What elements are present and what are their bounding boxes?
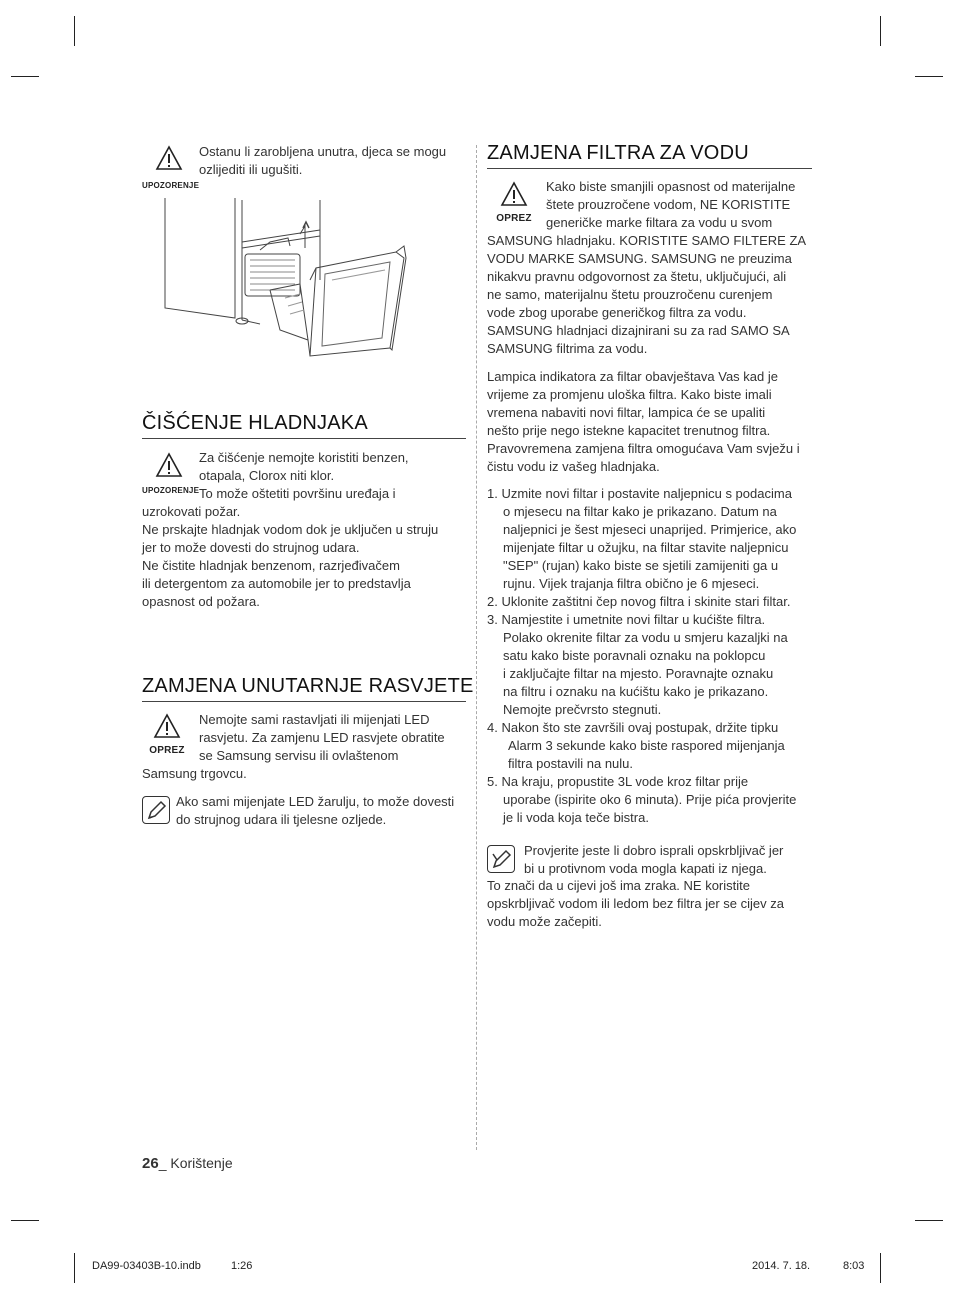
- text-line: nikakvu pravnu odgovornost za štetu, uključujući, ali: [487, 269, 787, 284]
- text-line: rujnu. Vijek trajanja filtra obično je 6 mjeseci.: [503, 576, 760, 591]
- cleaning-body: [142, 503, 466, 611]
- text-line: vremena nabaviti novi filtar, lampica će se upaliti: [487, 405, 766, 420]
- caution-label: OPREZ: [496, 213, 532, 224]
- text-line: Nemojte sami rastavljati ili mijenjati LED: [199, 712, 430, 727]
- text-line: generičke marke filtara za vodu u svom: [546, 215, 773, 230]
- text-line: Nemojte prečvrsto stegnuti.: [503, 702, 662, 717]
- text-line: Ne prskajte hladnjak vodom dok je uključen u struju: [142, 522, 439, 537]
- caution-triangle-icon: [142, 712, 192, 740]
- text-line: Pravovremena zamjena filtra omogućava Vam svježu i: [487, 441, 800, 456]
- text-line: VODU MARKE SAMSUNG. SAMSUNG ne preuzima: [487, 251, 792, 266]
- text-line: čistu vodu iz vašeg hladnjaka.: [487, 459, 660, 474]
- text-line: jer to može dovesti do strujnog udara.: [142, 540, 360, 555]
- text-line: naljepnici je šest mjeseci unaprijed. Primjerice, ako: [503, 522, 797, 537]
- caution-triangle-icon: [489, 180, 539, 208]
- caution-text-continued: [487, 232, 817, 358]
- fridge-drawer-illustration: [160, 190, 410, 360]
- text-line: To znači da u cijevi još ima zraka. NE koristite: [487, 878, 750, 893]
- note-text-continued: [487, 877, 817, 931]
- list-item: [487, 485, 817, 593]
- warning-text: [199, 143, 465, 179]
- warning-triangle-icon: [142, 144, 196, 176]
- text-line: satu kako biste poravnali oznaku na poklopcu: [503, 648, 766, 663]
- text-line: 5. Na kraju, propustite 3L vode kroz filtar prije: [487, 774, 749, 789]
- list-item: [487, 611, 817, 719]
- crop-mark: [11, 76, 39, 77]
- text-line: štete prouzročene vodom, NE KORISTITE: [546, 197, 791, 212]
- print-page-ref: 1:26: [231, 1260, 253, 1272]
- text-line: Alarm 3 sekunde kako biste raspored mijenjanja: [508, 738, 785, 753]
- caution-block: [142, 712, 192, 756]
- text-line: 4. Nakon što ste završili ovaj postupak, držite tipku: [487, 720, 779, 735]
- note-pencil-icon: [142, 796, 170, 824]
- text-line: otapala, Clorox niti klor.: [199, 468, 335, 483]
- caution-text-continued: [142, 765, 466, 783]
- text-line: o mjesecu na filtar kako je prikazano. Datum na: [503, 504, 777, 519]
- crop-mark: [880, 16, 881, 46]
- text-line: Za čišćenje nemojte koristiti benzen,: [199, 450, 409, 465]
- text-line: filtra postavili na nulu.: [508, 756, 634, 771]
- text-line: opasnost od požara.: [142, 594, 260, 609]
- page-footer: [142, 1155, 233, 1172]
- text-line: uzrokovati požar.: [142, 504, 241, 519]
- warning-block: [142, 451, 200, 495]
- text-line: se Samsung servisu ili ovlaštenom: [199, 748, 399, 763]
- note-text: [524, 842, 816, 878]
- text-line: mijenjate filtar u ožujku, na filtar stavite naljepnicu: [503, 540, 789, 555]
- print-date: 2014. 7. 18.: [752, 1260, 811, 1272]
- footer-section: _ Korištenje: [158, 1155, 233, 1171]
- crop-mark: [11, 1220, 39, 1221]
- text-line: rasvjetu. Za zamjenu LED rasvjete obratite: [199, 730, 445, 745]
- text-line: vode zbog uporabe generičkog filtra za vodu.: [487, 305, 747, 320]
- text-line: Lampica indikatora za filtar obavještava Vas kad je: [487, 369, 778, 384]
- text-line: Polako okrenite filtar za vodu u smjeru kazaljki na: [503, 630, 788, 645]
- indicator-paragraph: [487, 368, 817, 476]
- caution-label: OPREZ: [149, 745, 185, 756]
- text-line: To može oštetiti površinu uređaja i: [199, 486, 396, 501]
- section-rule: [142, 701, 466, 702]
- text-line: do strujnog udara ili tjelesne ozljede.: [176, 812, 387, 827]
- text-line: Provjerite jeste li dobro isprali opskrbljivač jer: [524, 843, 784, 858]
- text-line: SAMSUNG hladnjaci dizajnirani su za rad SAMO SA: [487, 323, 790, 338]
- text-line: vodu može začepiti.: [487, 914, 602, 929]
- text-line: ne samo, materijalnu štetu prouzročenu curenjem: [487, 287, 773, 302]
- text-line: SAMSUNG hladnjaku. KORISTITE SAMO FILTERE ZA: [487, 233, 807, 248]
- text-line: vrijeme za promjenu uloška filtra. Kako biste imali: [487, 387, 772, 402]
- text-line: ili detergentom za automobile jer to predstavlja: [142, 576, 411, 591]
- section-title-cleaning: ČIŠĆENJE HLADNJAKA: [142, 412, 368, 434]
- text-line: nešto prije nego istekne kapacitet trenutnog filtra.: [487, 423, 771, 438]
- text-line: SAMSUNG filtrima za vodu.: [487, 341, 648, 356]
- list-item: [487, 593, 817, 611]
- warning-block: [142, 144, 200, 190]
- warning-text: [199, 449, 465, 503]
- text-line: "SEP" (rujan) kako biste se sjetili zamijeniti ga u: [503, 558, 779, 573]
- crop-mark: [74, 1253, 75, 1283]
- text-line: 3. Namjestite i umetnite novi filtar u kućište filtra.: [487, 612, 766, 627]
- text-line: uporabe (ispirite oko 6 minuta). Prije pića provjerite: [503, 792, 797, 807]
- column-divider: [476, 145, 477, 1150]
- text-line: opskrbljivač vodom ili ledom bez filtra jer se cijev za: [487, 896, 784, 911]
- text-line: Ostanu li zarobljena unutra, djeca se mogu: [199, 144, 447, 159]
- warning-label: UPOZORENJE: [142, 181, 200, 190]
- text-line: Ako sami mijenjate LED žarulju, to može dovesti: [176, 794, 455, 809]
- page-number: 26: [142, 1155, 159, 1172]
- section-title-lighting: ZAMJENA UNUTARNJE RASVJETE: [142, 675, 474, 697]
- text-line: Samsung trgovcu.: [142, 766, 247, 781]
- crop-mark: [74, 16, 75, 46]
- caution-text: [546, 178, 814, 232]
- note-text: [176, 793, 468, 829]
- section-title-filter: ZAMJENA FILTRA ZA VODU: [487, 142, 749, 164]
- crop-mark: [880, 1253, 881, 1283]
- crop-mark: [915, 1220, 943, 1221]
- warning-triangle-icon: [142, 451, 196, 481]
- text-line: je li voda koja teče bistra.: [503, 810, 649, 825]
- caution-block: [489, 180, 539, 224]
- text-line: bi u protivnom voda mogla kapati iz njega.: [524, 861, 767, 876]
- list-item: [487, 719, 817, 773]
- print-time: 8:03: [843, 1260, 865, 1272]
- text-line: 1. Uzmite novi filtar i postavite naljepnicu s podacima: [487, 486, 792, 501]
- text-line: Ne čistite hladnjak benzenom, razrjeđivačem: [142, 558, 400, 573]
- note-pencil-icon: [487, 845, 515, 873]
- steps-list: [487, 485, 817, 827]
- warning-label: UPOZORENJE: [142, 486, 200, 495]
- section-rule: [487, 168, 812, 169]
- text-line: ozlijediti ili ugušiti.: [199, 162, 303, 177]
- print-file: DA99-03403B-10.indb: [92, 1260, 201, 1272]
- text-line: 2. Uklonite zaštitni čep novog filtra i skinite stari filtar.: [487, 594, 791, 609]
- crop-mark: [915, 76, 943, 77]
- text-line: i zaključajte filtar na mjesto. Poravnajte oznaku: [503, 666, 774, 681]
- caution-text: [199, 711, 465, 765]
- section-rule: [142, 438, 466, 439]
- list-item: [487, 773, 817, 827]
- text-line: Kako biste smanjili opasnost od materijalne: [546, 179, 796, 194]
- text-line: na filtru i oznaku na kućištu kako je prikazano.: [503, 684, 769, 699]
